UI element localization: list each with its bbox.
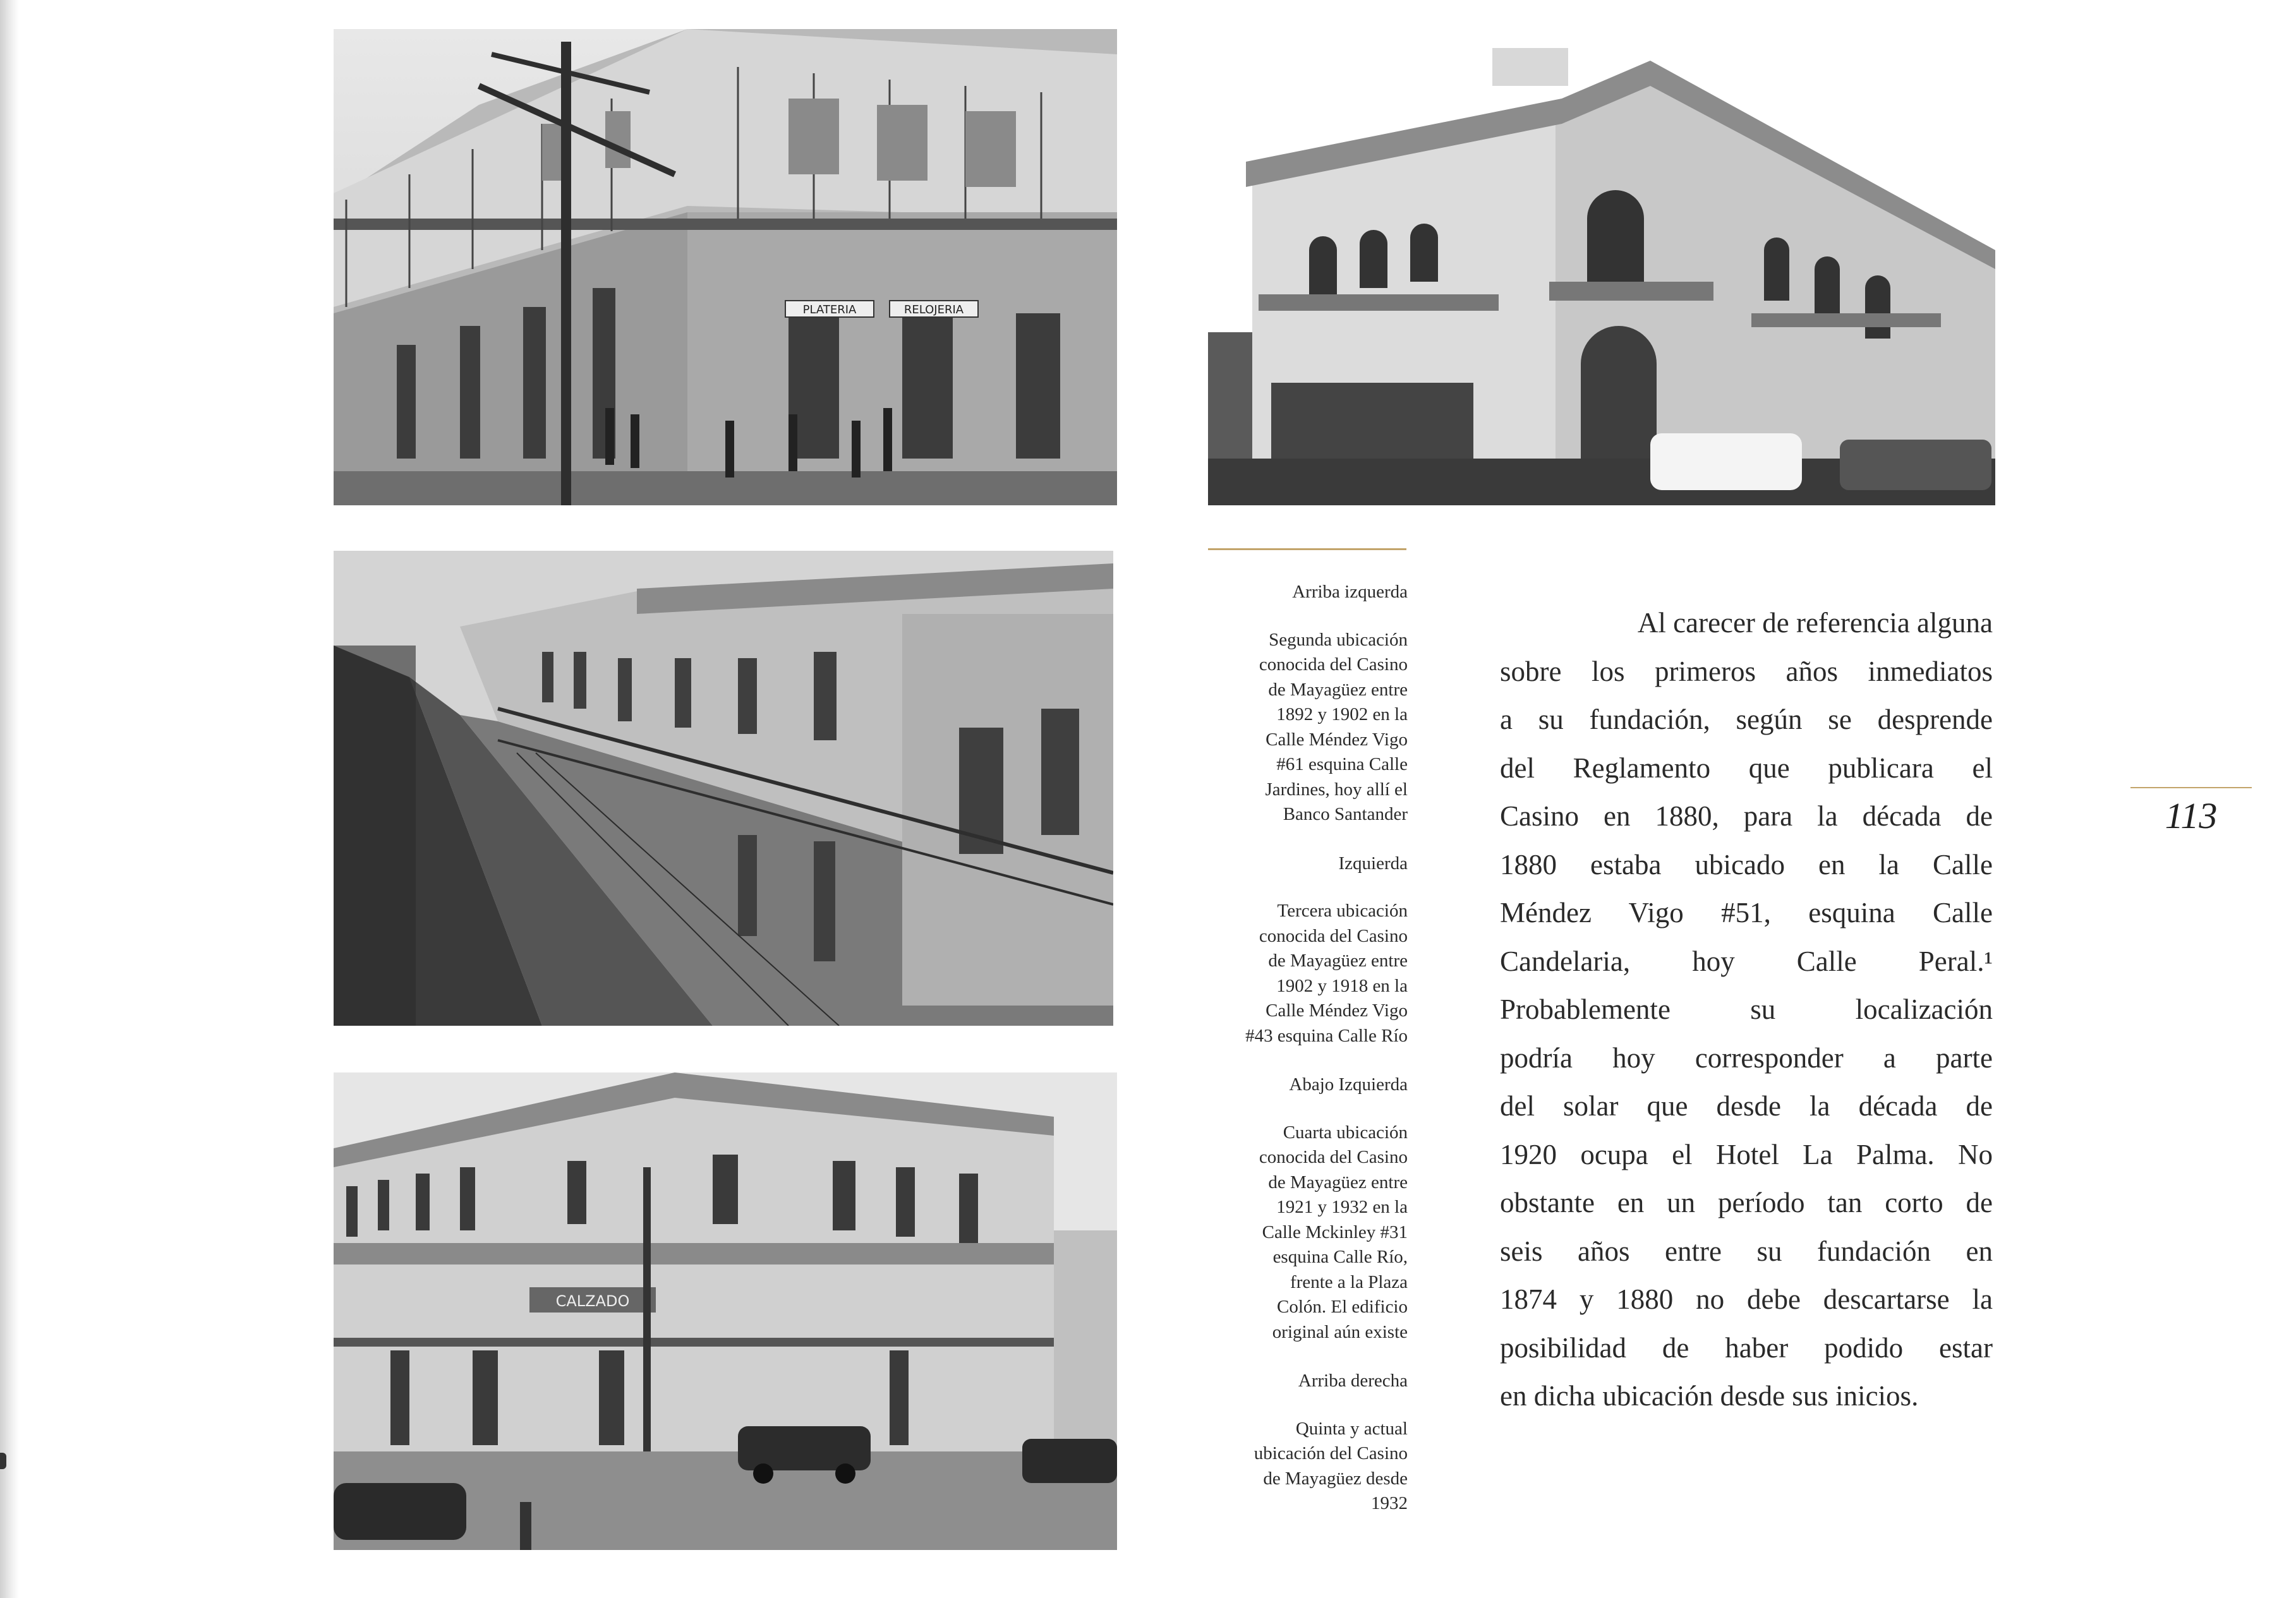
text-line: 1920 ocupa el Hotel La Palma. No — [1500, 1138, 1993, 1170]
photo-middle-left — [334, 551, 1113, 1026]
caption-block — [1194, 1369, 1408, 1517]
caption-line: frente a la Plaza — [1290, 1271, 1408, 1292]
caption-line: Tercera ubicación — [1277, 901, 1408, 921]
caption-heading: Abajo Izquierda — [1289, 1074, 1408, 1095]
sign-calzado: CALZADO — [555, 1292, 630, 1310]
caption-line: Calle Mckinley #31 — [1262, 1222, 1408, 1242]
caption-line: original aún existe — [1272, 1321, 1408, 1342]
text-line: en dicha ubicación desde sus inicios. — [1500, 1380, 1919, 1412]
text-line: Probablemente su localización — [1500, 994, 1993, 1025]
caption-line: Colón. El edificio — [1277, 1297, 1408, 1317]
caption-block — [1194, 580, 1408, 827]
caption-heading: Izquierda — [1338, 853, 1408, 874]
text-line: Al carecer de referencia alguna — [1637, 607, 1993, 639]
caption-line: Calle Méndez Vigo — [1266, 1000, 1408, 1021]
caption-heading: Arriba izquerda — [1292, 582, 1408, 602]
text-line: sobre los primeros años inmediatos — [1500, 655, 1993, 687]
text-line: 1880 estaba ubicado en la Calle — [1500, 848, 1993, 880]
caption-line: de Mayagüez desde — [1263, 1468, 1408, 1489]
text-line: 1874 y 1880 no debe descartarse la — [1500, 1283, 1993, 1315]
caption-block — [1194, 851, 1408, 1049]
sign-relojeria: RELOJERIA — [903, 303, 964, 316]
photo-top-right — [1208, 29, 1995, 505]
caption-line: de Mayagüez entre — [1268, 951, 1408, 971]
page-number: 113 — [2165, 795, 2218, 836]
caption-line: esquina Calle Río, — [1272, 1247, 1408, 1267]
text-line: obstante en un período tan corto de — [1500, 1187, 1993, 1218]
body-paragraph — [1500, 599, 1993, 1421]
caption-line: ubicación del Casino — [1254, 1443, 1408, 1463]
caption-line: 1921 y 1932 en la — [1276, 1197, 1408, 1217]
caption-line: #43 esquina Calle Río — [1245, 1025, 1408, 1046]
text-line: Méndez Vigo #51, esquina Calle — [1500, 897, 1993, 928]
photo-captions — [1194, 580, 1408, 1541]
caption-line: Jardines, hoy allí el — [1265, 779, 1408, 800]
text-line: seis años entre su fundación en — [1500, 1235, 1993, 1267]
gutter-mark — [0, 1453, 6, 1469]
caption-divider — [1208, 548, 1406, 550]
photo-bottom-left — [334, 1072, 1117, 1550]
page-gutter — [0, 0, 19, 1598]
caption-heading: Arriba derecha — [1298, 1371, 1408, 1391]
text-line: Casino en 1880, para la década de — [1500, 800, 1993, 832]
text-line: del Reglamento que publicara el — [1500, 752, 1993, 784]
caption-line: conocida del Casino — [1259, 1147, 1408, 1167]
text-line: del solar que desde la década de — [1500, 1090, 1993, 1122]
caption-line: Segunda ubicación — [1269, 629, 1408, 650]
text-line: Candelaria, hoy Calle Peral.¹ — [1500, 945, 1993, 977]
text-line: posibilidad de haber podido estar — [1500, 1331, 1993, 1364]
caption-line: Banco Santander — [1283, 804, 1408, 824]
caption-block — [1194, 1072, 1408, 1345]
text-line: podría hoy corresponder a parte — [1500, 1042, 1993, 1074]
page-number-rule — [2130, 787, 2252, 788]
caption-line: de Mayagüez entre — [1268, 1172, 1408, 1192]
caption-line: conocida del Casino — [1259, 925, 1408, 946]
caption-line: 1902 y 1918 en la — [1276, 975, 1408, 996]
sign-plateria: PLATERIA — [802, 303, 857, 316]
caption-line: #61 esquina Calle — [1276, 754, 1408, 774]
caption-line: de Mayagüez entre — [1268, 679, 1408, 700]
caption-line: Cuarta ubicación — [1283, 1122, 1408, 1143]
caption-line: conocida del Casino — [1259, 654, 1408, 675]
caption-line: 1932 — [1371, 1493, 1408, 1513]
caption-line: Quinta y actual — [1295, 1418, 1408, 1439]
photo-top-left — [334, 29, 1117, 505]
text-line: a su fundación, según se desprende — [1500, 704, 1993, 735]
caption-line: 1892 y 1902 en la — [1276, 704, 1408, 724]
caption-line: Calle Méndez Vigo — [1266, 729, 1408, 750]
